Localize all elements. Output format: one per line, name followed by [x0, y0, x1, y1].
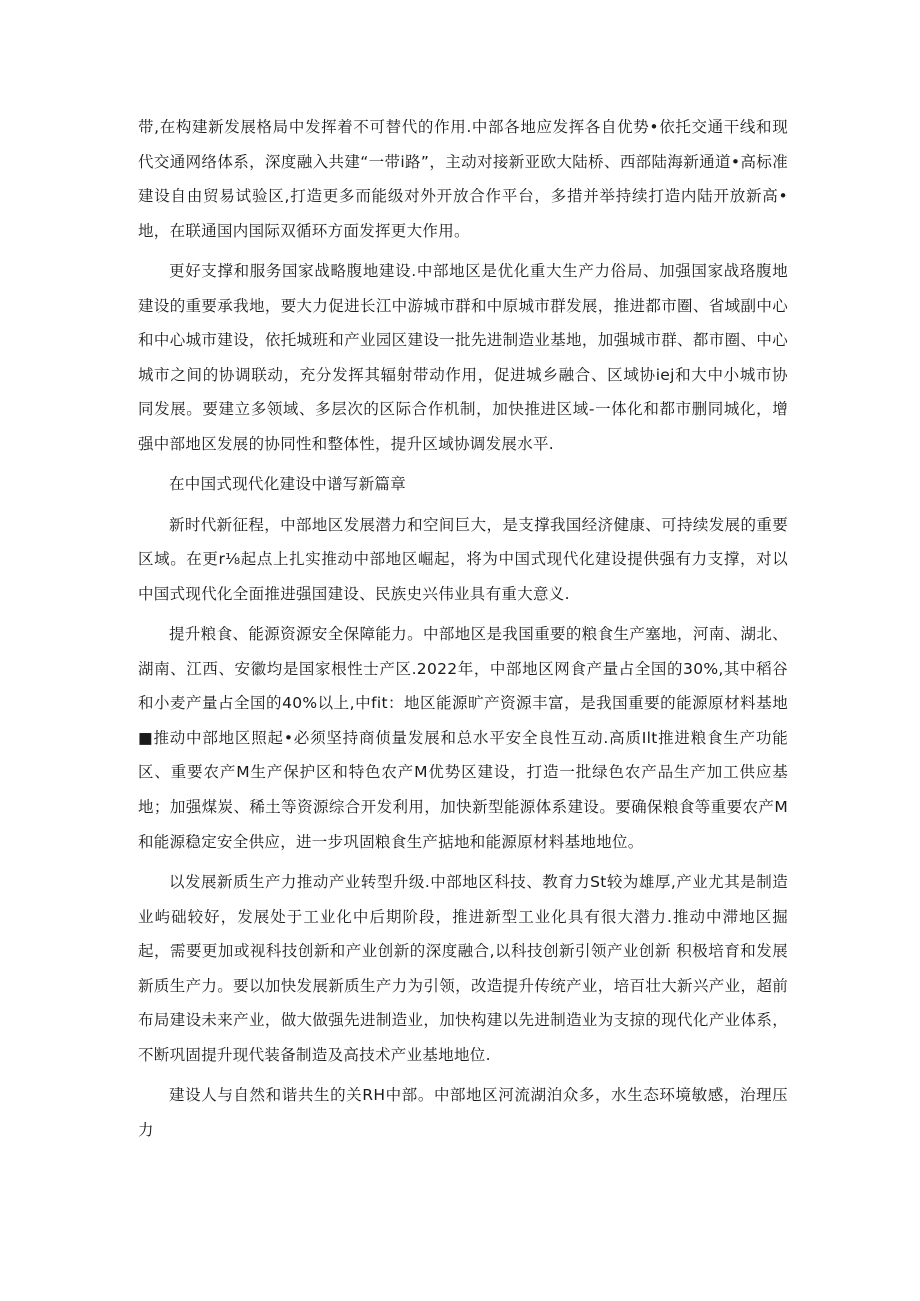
document-body [138, 110, 788, 1153]
paragraph-food-energy-security: 提升粮食、能源资源安全保障能力。中部地区是我国重要的粮食生产塞地，河南、湖北、湖南、江西、安徽均是国家根性士产区.2022年，中部地区网食产量占全国的30%,其中稻谷和小麦产量占全国的40%以上,中fit：地区能源旷产资源丰富，是我国重要的能源原材料基地■推动中部地区照起•必须坚持商侦量发展和总水平安全良性互动.高质Ilt推进粮食生产功能区、重要农产M生产保护区和特色农产M优势区建设，打造一批绿色农产品生产加工供应基地；加强煤炭、稀土等资源综合开发利用，加快新型能源体系建设。要确保粮食等重要农产M和能源稳定安全供应，进一步巩固粮食生产掂地和能源原材料基地地位。 [138, 625, 788, 851]
section-heading: 在中国式现代化建设中谱写新篇章 [169, 475, 407, 494]
paragraph-ecology: 建设人与自然和谐共生的关RH中部。中部地区河流湖泊众多，水生态环境敏感，治理压力 [138, 1086, 788, 1139]
paragraph-strategic-hinterland: 更好支撑和服务国家战略腹地建设.中部地区是优化重大生产力俗局、加强国家战珞腹地建设的重要承我地，要大力促进长江中游城市群和中原城市群发展，推进都市圈、省域副中心和中心城市建设，依托城班和产业园区建设一批先进制造业基地，加强城市群、都市圈、中心城市之间的协调联动，充分发挥其辐射带动作用，促进城乡融合、区域协iej和大中小城市协同发展。要建立多领域、多层次的区际合作机制，加快推进区域-一体化和都市删同城化，增强中部地区发展的协同性和整体性，提升区域协调发展水平. [138, 262, 788, 454]
paragraph-new-era: 新时代新征程，中部地区发展潜力和空间巨大，是支撑我国经济健康、可持续发展的重要区域。在更r⅛起点上扎实推动中部地区崛起，将为中国式现代化建设提供强有力支撑，对以中国式现代化全面推进强国建设、民族史兴伟业具有重大意义. [138, 515, 788, 603]
paragraph-continued: 带,在构建新发展格局中发挥着不可替代的作用.中部各地应发挥各自优势•依托交通干线和现代交通网络体系，深度融入共建“一带i路”，主动对接新亚欧大陆桥、西部陆海新通道•高标准建设自由贸易试验区,打造更多而能级对外开放合作平台，多措并举持续打造内陆开放新高•地，在联通国内国际双循环方面发挥更大作用。 [138, 118, 788, 240]
paragraph-industrial-upgrade: 以发展新质生产力推动产业转型升级.中部地区科技、教育力St较为雄厚,产业尤其是制造业屿础较好，发展处于工业化中后期阶段，推进新型工业化具有很大潜力.推动中滞地区掘起，需要更加或视科技创新和产业创新的深度融合,以科技创新引领产业创新 积极培育和发展新质生产力。要以加快发展新质生产力为引领，改造提升传统产业，培百壮大新兴产业，超前布局建设未来产业，做大做强先进制造业，加快构建以先进制造业为支掠的现代化产业体系，不断巩固提升现代装备制造及高技术产业基地地位. [138, 872, 788, 1064]
